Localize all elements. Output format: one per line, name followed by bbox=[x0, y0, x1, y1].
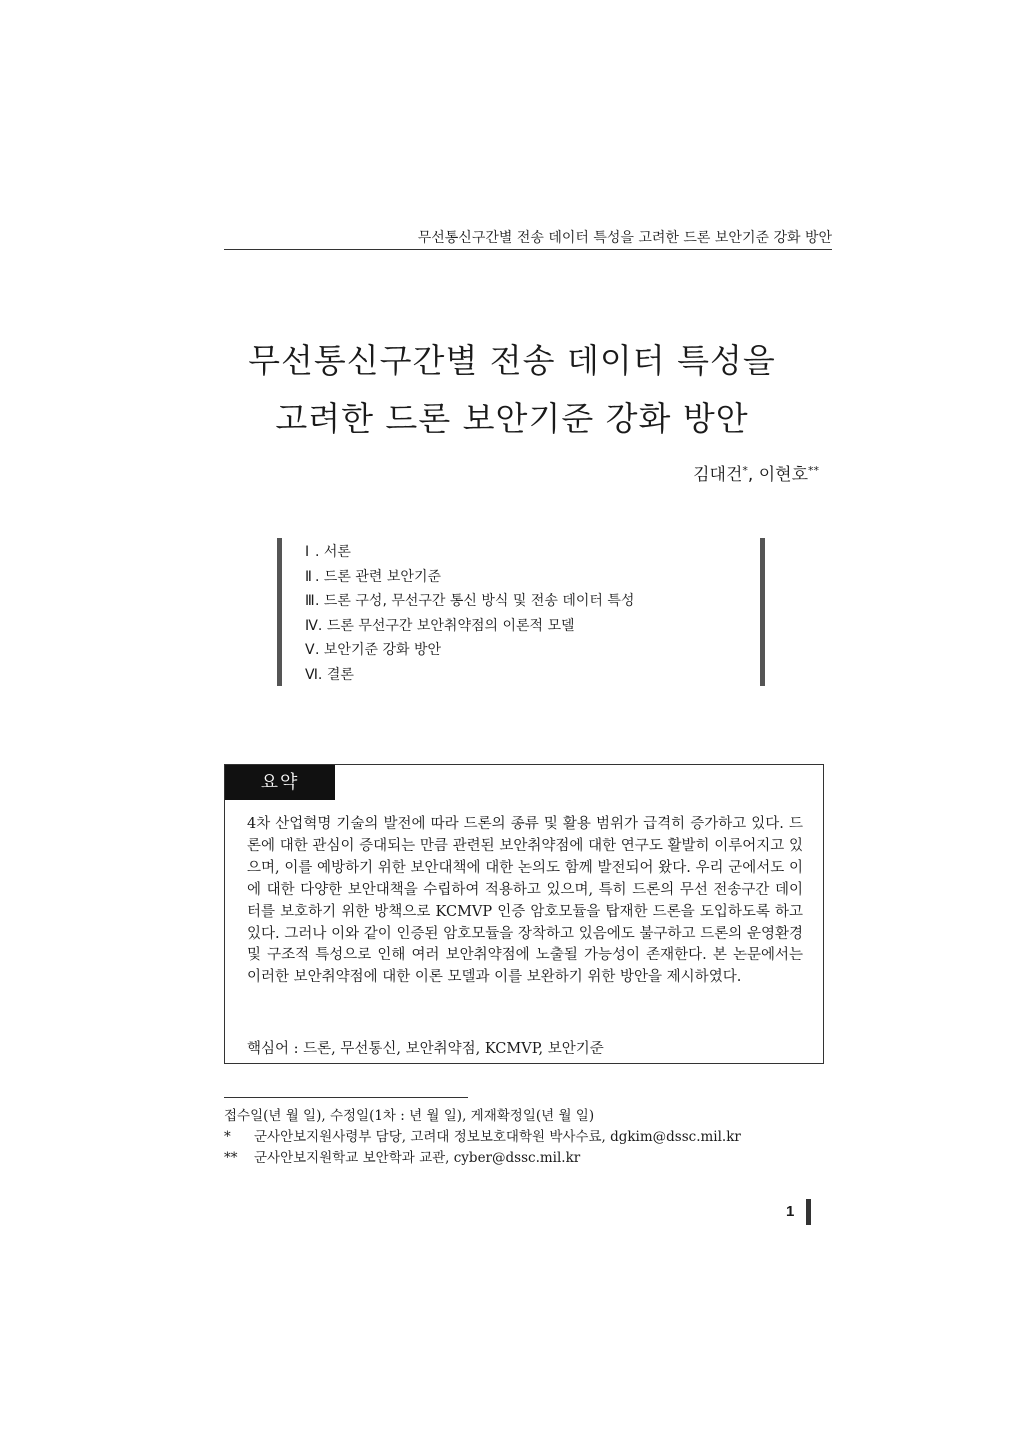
running-header: 무선통신구간별 전송 데이터 특성을 고려한 드론 보안기준 강화 방안 bbox=[224, 228, 832, 250]
footnote-received: 접수일(년 월 일), 수정일(1차 : 년 월 일), 게재확정일(년 월 일) bbox=[224, 1108, 595, 1124]
abstract-heading: 요약 bbox=[225, 765, 335, 800]
footnote-1 bbox=[224, 1127, 824, 1148]
abstract-box bbox=[224, 764, 824, 1064]
toc-item-number: Ⅰ bbox=[305, 544, 310, 560]
footnote-1-mark: * bbox=[224, 1129, 231, 1145]
toc-item bbox=[305, 638, 634, 663]
abstract-body: 4차 산업혁명 기술의 발전에 따라 드론의 종류 및 활용 범위가 급격히 증가하고 있다. 드론에 대한 관심이 증대되는 만큼 관련된 보안취약점에 대한 연구도 활발히 이루어지고 있으며, 이를 예방하기 위한 보안대책에 대한 논의도 함께 발전되어 왔다. 우리 군에서도 이에 대한 다양한 보안대책을 수립하여 적용하고 있으며, 특히 드론의 무선 전송구간 데이터를 보호하기 위한 방책으로 KCMVP 인증 암호모듈을 탑재한 드론을 도입하도록 하고 있다. 그러나 이와 같이 인증된 암호모듈을 장착하고 있음에도 불구하고 드론의 운영환경 및 구조적 특성으로 인해 여러 보안취약점에 노출될 가능성이 존재한다. 본 논문에서는 이러한 보안취약점에 대한 이론 모델과 이를 보완하기 위한 방안을 제시하였다. bbox=[247, 816, 803, 986]
toc-item-label: . 드론 무선구간 보안취약점의 이론적 모델 bbox=[317, 617, 575, 634]
toc-item-label: . 결론 bbox=[317, 666, 354, 683]
author-2: 이현호 bbox=[758, 465, 808, 485]
footnotes bbox=[224, 1106, 824, 1169]
footnote-1-text: 군사안보지원사령부 담당, 고려대 정보보호대학원 박사수료, dgkim@dssc.mil.kr bbox=[254, 1129, 741, 1145]
author-separator: , bbox=[747, 465, 759, 485]
footnote-divider bbox=[224, 1097, 468, 1098]
author-2-mark: ** bbox=[808, 464, 819, 477]
table-of-contents bbox=[277, 538, 765, 686]
footnote-2-mark: ** bbox=[224, 1150, 238, 1166]
toc-item bbox=[305, 565, 634, 590]
keywords: 핵심어 : 드론, 무선통신, 보안취약점, KCMVP, 보안기준 bbox=[247, 1041, 604, 1057]
toc-item-label: . 서론 bbox=[315, 544, 351, 560]
toc-item-label: . 보안기준 강화 방안 bbox=[315, 642, 441, 659]
toc-item bbox=[305, 663, 634, 688]
toc-item bbox=[305, 614, 634, 639]
toc-item-number: Ⅱ bbox=[305, 568, 312, 585]
authors bbox=[693, 459, 819, 487]
toc-item-number: Ⅳ bbox=[305, 617, 318, 634]
author-1-mark: * bbox=[742, 464, 748, 477]
toc-item bbox=[305, 589, 634, 614]
author-1: 김대건 bbox=[693, 465, 743, 485]
toc-item-number: Ⅴ bbox=[305, 642, 315, 659]
toc-right-bar bbox=[760, 538, 765, 686]
toc-item-label: . 드론 구성, 무선구간 통신 방식 및 전송 데이터 특성 bbox=[315, 593, 635, 610]
toc-item-number: Ⅲ bbox=[305, 593, 315, 610]
toc-item-number: Ⅵ bbox=[305, 666, 318, 683]
title-line-1: 무선통신구간별 전송 데이터 특성을 bbox=[248, 341, 776, 380]
page-number: 1 bbox=[786, 1203, 795, 1220]
paper-title bbox=[180, 332, 844, 448]
footnote-2 bbox=[224, 1148, 824, 1169]
toc-left-bar bbox=[277, 538, 282, 686]
toc-item-label: . 드론 관련 보안기준 bbox=[315, 568, 441, 585]
title-line-2: 고려한 드론 보안기준 강화 방안 bbox=[275, 399, 749, 438]
page-number-bar bbox=[806, 1199, 811, 1225]
toc-list bbox=[305, 540, 634, 688]
footnote-2-text: 군사안보지원학교 보안학과 교관, cyber@dssc.mil.kr bbox=[254, 1150, 581, 1166]
toc-item bbox=[305, 540, 634, 565]
